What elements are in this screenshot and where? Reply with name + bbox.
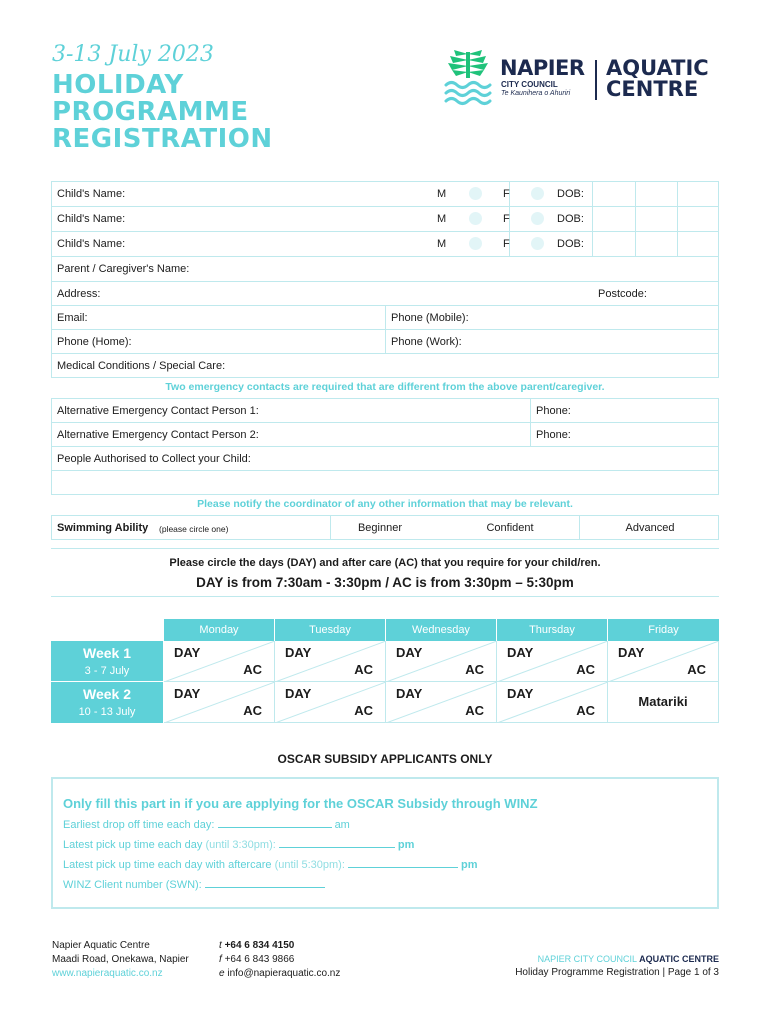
child-name-label: Child's Name: xyxy=(57,188,126,200)
pm-label: pm xyxy=(461,859,478,871)
phone-label: Phone: xyxy=(536,429,571,441)
child-row-1[interactable] xyxy=(51,181,719,206)
phone-row[interactable] xyxy=(51,329,719,354)
authorised-label: People Authorised to Collect your Child: xyxy=(57,453,251,465)
holiday-label: Matariki xyxy=(638,694,688,709)
oscar-client-number[interactable] xyxy=(63,878,325,891)
m-radio[interactable] xyxy=(469,237,482,250)
phone-work-label: Phone (Work): xyxy=(391,336,462,348)
alt-contact-2-label: Alternative Emergency Contact Person 2: xyxy=(57,429,259,441)
dob-label: DOB: xyxy=(557,213,584,225)
logo-centre-line-1: AQUATIC xyxy=(606,56,709,80)
footer-email[interactable]: info@napieraquatic.co.nz xyxy=(227,968,341,979)
week-2-label xyxy=(51,682,163,723)
ac-option[interactable]: AC xyxy=(576,662,595,677)
footer-phones xyxy=(219,939,340,981)
session-cell-week-1-wednesday[interactable] xyxy=(386,641,497,682)
ac-option[interactable]: AC xyxy=(243,662,262,677)
alt-contact-row-2[interactable] xyxy=(51,422,719,447)
swim-option-advanced[interactable]: Advanced xyxy=(625,522,675,534)
day-option[interactable]: DAY xyxy=(507,686,534,701)
f-label: F xyxy=(503,188,510,200)
footer-contact xyxy=(52,939,189,981)
session-cell-week-2-tuesday[interactable] xyxy=(275,682,386,723)
authorised-row[interactable] xyxy=(51,446,719,471)
dob-label: DOB: xyxy=(557,238,584,250)
logo-divider xyxy=(595,60,597,100)
title-line-2: PROGRAMME xyxy=(52,97,249,127)
holiday-cell[interactable] xyxy=(608,682,719,723)
child-name-label: Child's Name: xyxy=(57,213,126,225)
day-header-monday: Monday xyxy=(164,619,274,641)
emergency-notice: Two emergency contacts are required that are different from the above parent/caregiver. xyxy=(165,381,605,393)
footer-brand xyxy=(450,952,719,980)
logo xyxy=(440,46,730,106)
drop-off-label: Earliest drop off time each day: xyxy=(63,819,215,831)
ac-option[interactable]: AC xyxy=(354,703,373,718)
divider xyxy=(51,596,719,597)
schedule-hours: DAY is from 7:30am - 3:30pm / AC is from 3:30pm – 5:30pm xyxy=(196,575,574,590)
day-option[interactable]: DAY xyxy=(174,686,201,701)
pick-up-ac-hint: (until 5:30pm): xyxy=(274,859,345,871)
m-radio[interactable] xyxy=(469,212,482,225)
day-header-thursday: Thursday xyxy=(497,619,607,641)
f-label: F xyxy=(503,213,510,225)
day-option[interactable]: DAY xyxy=(507,645,534,660)
pm-label: pm xyxy=(397,839,415,851)
day-header-wednesday: Wednesday xyxy=(386,619,496,641)
title-line-1: HOLIDAY xyxy=(52,70,184,100)
client-number-field[interactable] xyxy=(205,878,325,888)
oscar-heading: OSCAR SUBSIDY APPLICANTS ONLY xyxy=(277,752,493,766)
parent-row[interactable] xyxy=(51,256,719,281)
divider xyxy=(51,548,719,549)
phone-home-label: Phone (Home): xyxy=(57,336,132,348)
week-1-label xyxy=(51,641,163,682)
email-prefix: e xyxy=(219,968,225,979)
swimming-row[interactable] xyxy=(51,515,719,540)
am-label: am xyxy=(334,819,350,831)
m-label: M xyxy=(437,213,447,225)
page-title xyxy=(52,72,273,153)
m-label: M xyxy=(437,238,447,250)
footer-website[interactable]: www.napieraquatic.co.nz xyxy=(52,968,163,979)
client-number-label: WINZ Client number (SWN): xyxy=(63,879,202,891)
pick-up-ac-label: Latest pick up time each day with aftercare xyxy=(63,859,272,871)
pick-up-field[interactable] xyxy=(279,838,395,848)
week-1-title: Week 1 xyxy=(83,645,131,661)
oscar-pick-up-ac[interactable] xyxy=(63,858,478,871)
email-label: Email: xyxy=(57,312,88,324)
medical-label: Medical Conditions / Special Care: xyxy=(57,360,226,372)
week-2-range: 10 - 13 July xyxy=(78,706,136,718)
child-name-label: Child's Name: xyxy=(57,238,126,250)
footer-address: Maadi Road, Onekawa, Napier xyxy=(52,954,189,965)
ac-option[interactable]: AC xyxy=(243,703,262,718)
footer-tel[interactable]: +64 6 834 4150 xyxy=(224,940,295,951)
dob-label: DOB: xyxy=(557,188,584,200)
day-option[interactable]: DAY xyxy=(618,645,645,660)
swimming-hint: (please circle one) xyxy=(159,524,229,534)
footer-page-info: Holiday Programme Registration | Page 1 of 3 xyxy=(515,967,719,978)
swimming-label: Swimming Ability xyxy=(57,522,149,534)
swim-option-confident[interactable]: Confident xyxy=(486,522,534,534)
date-range: 3-13 July 2023 xyxy=(52,42,214,67)
ac-option[interactable]: AC xyxy=(465,703,484,718)
tel-prefix: t xyxy=(219,940,222,951)
footer-fax: +64 6 843 9866 xyxy=(224,954,295,965)
parent-label: Parent / Caregiver's Name: xyxy=(57,263,190,275)
ac-option[interactable]: AC xyxy=(576,703,595,718)
session-cell-week-2-thursday[interactable] xyxy=(497,682,608,723)
day-option[interactable]: DAY xyxy=(285,686,312,701)
pick-up-hint: (until 3:30pm): xyxy=(205,839,276,851)
logo-centre xyxy=(606,58,709,100)
phone-label: Phone: xyxy=(536,405,571,417)
phone-mobile-label: Phone (Mobile): xyxy=(391,312,469,324)
logo-council: CITY COUNCIL xyxy=(501,80,558,89)
session-cell-week-2-wednesday[interactable] xyxy=(386,682,497,723)
pick-up-ac-field[interactable] xyxy=(348,858,458,868)
postcode-label: Postcode: xyxy=(598,288,647,300)
m-radio[interactable] xyxy=(469,187,482,200)
oscar-drop-off[interactable] xyxy=(63,818,350,831)
logo-maori: Te Kaunihera o Ahuriri xyxy=(501,90,571,97)
session-cell-week-1-friday[interactable] xyxy=(608,641,719,682)
notify-notice: Please notify the coordinator of any other information that may be relevant. xyxy=(197,498,573,510)
day-option[interactable]: DAY xyxy=(174,645,201,660)
week-2-title: Week 2 xyxy=(83,686,131,702)
day-header-tuesday: Tuesday xyxy=(275,619,385,641)
footer-brand-council: NAPIER CITY COUNCIL xyxy=(537,954,637,964)
m-label: M xyxy=(437,188,447,200)
drop-off-field[interactable] xyxy=(218,818,332,828)
session-cell-week-1-thursday[interactable] xyxy=(497,641,608,682)
swim-option-beginner[interactable]: Beginner xyxy=(357,522,403,534)
session-cell-week-1-tuesday[interactable] xyxy=(275,641,386,682)
day-option[interactable]: DAY xyxy=(396,645,423,660)
fern-wave-icon xyxy=(440,48,496,106)
schedule-instruction: Please circle the days (DAY) and after care (AC) that you require for your child/ren. xyxy=(169,557,601,569)
f-label: F xyxy=(503,238,510,250)
child-row-3[interactable] xyxy=(51,231,719,256)
address-row[interactable] xyxy=(51,281,719,306)
title-line-3: REGISTRATION xyxy=(52,124,273,154)
pick-up-label: Latest pick up time each day xyxy=(63,839,203,851)
day-option[interactable]: DAY xyxy=(396,686,423,701)
oscar-intro: Only fill this part in if you are applying for the OSCAR Subsidy through WINZ xyxy=(63,796,538,811)
day-header-friday: Friday xyxy=(608,619,719,641)
child-row-2[interactable] xyxy=(51,206,719,231)
footer-brand-centre: AQUATIC CENTRE xyxy=(639,954,719,964)
day-option[interactable]: DAY xyxy=(285,645,312,660)
fax-prefix: f xyxy=(219,954,222,965)
ac-option[interactable]: AC xyxy=(465,662,484,677)
address-label: Address: xyxy=(57,288,101,300)
f-radio[interactable] xyxy=(531,187,544,200)
f-radio[interactable] xyxy=(531,212,544,225)
oscar-pick-up[interactable] xyxy=(63,838,414,851)
email-row[interactable] xyxy=(51,305,719,330)
ac-option[interactable]: AC xyxy=(354,662,373,677)
session-cell-week-2-monday[interactable] xyxy=(164,682,275,723)
footer-org: Napier Aquatic Centre xyxy=(52,940,150,951)
alt-contact-row-1[interactable] xyxy=(51,398,719,423)
ac-option[interactable]: AC xyxy=(687,662,706,677)
logo-centre-line-2: CENTRE xyxy=(606,77,699,101)
authorised-entry-row[interactable] xyxy=(51,470,719,495)
alt-contact-1-label: Alternative Emergency Contact Person 1: xyxy=(57,405,259,417)
medical-row[interactable] xyxy=(51,353,719,378)
logo-name: NAPIER xyxy=(500,56,585,80)
f-radio[interactable] xyxy=(531,237,544,250)
session-cell-week-1-monday[interactable] xyxy=(164,641,275,682)
oscar-box[interactable] xyxy=(51,777,719,909)
week-1-range: 3 - 7 July xyxy=(84,665,130,677)
